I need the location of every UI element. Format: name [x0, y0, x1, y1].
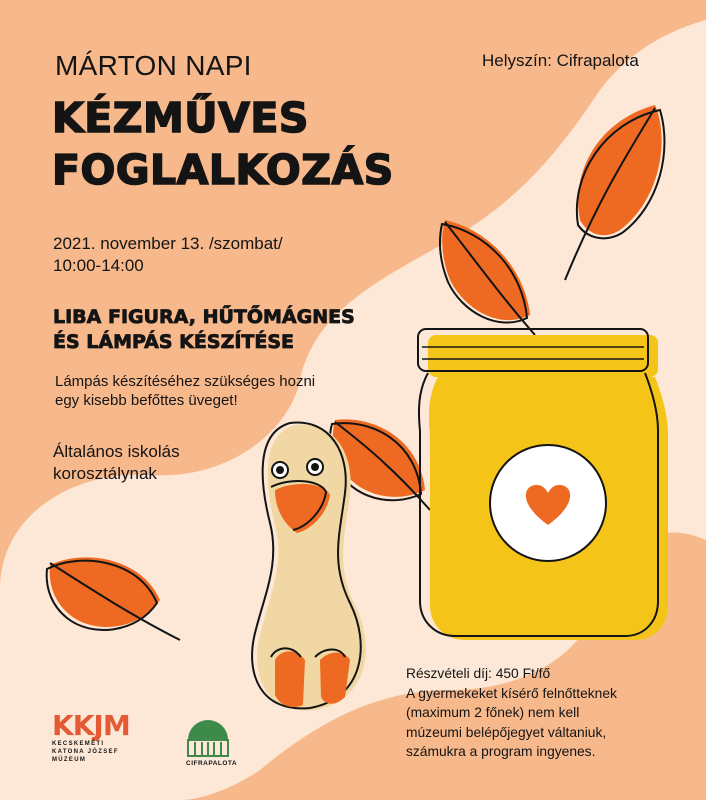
kkjm-line: KECSKEMÉTI	[52, 741, 105, 747]
note-line: egy kisebb befőttes üveget!	[55, 392, 238, 409]
title-line: FOGLALKOZÁS	[52, 146, 394, 194]
page-title	[52, 92, 394, 196]
fee-info	[406, 664, 617, 762]
fee-line: számukra a program ingyenes.	[406, 744, 596, 760]
fee-line: (maximum 2 főnek) nem kell	[406, 705, 580, 721]
audience-line: korosztálynak	[53, 464, 157, 483]
cifrapalota-name: CIFRAPALOTA	[186, 760, 238, 767]
leaf-icon	[560, 100, 680, 290]
note-line: Lámpás készítéséhez szükséges hozni	[55, 373, 316, 390]
time-line: 10:00-14:00	[53, 256, 144, 275]
leaf-icon	[430, 210, 540, 340]
activity-line: LIBA FIGURA, HŰTŐMÁGNES	[53, 306, 355, 328]
leaf-icon	[40, 545, 190, 645]
jar-illustration	[410, 325, 670, 665]
event-overline: MÁRTON NAPI	[55, 50, 252, 81]
audience-line: Általános iskolás	[53, 442, 180, 461]
venue-label: Helyszín: Cifrapalota	[482, 51, 639, 70]
cifrapalota-logo-icon	[186, 718, 230, 758]
kkjm-logo	[52, 709, 130, 764]
kkjm-line: MÚZEUM	[52, 757, 87, 763]
activity-heading	[53, 305, 355, 355]
title-line: KÉZMŰVES	[52, 94, 309, 142]
fee-line: Részvételi díj: 450 Ft/fő	[406, 666, 551, 681]
goose-illustration	[235, 415, 395, 725]
date-line: 2021. november 13. /szombat/	[53, 234, 283, 253]
activity-line: ÉS LÁMPÁS KÉSZÍTÉSE	[53, 331, 295, 353]
lantern-note	[55, 372, 315, 410]
kkjm-mark: KKJM	[52, 709, 130, 742]
kkjm-line: KATONA JÓZSEF	[52, 749, 119, 755]
audience-text	[53, 441, 180, 485]
fee-line: A gyermekeket kísérő felnőtteknek	[406, 685, 617, 701]
event-date	[53, 233, 283, 277]
fee-line: múzeumi belépőjegyet váltaniuk,	[406, 724, 607, 740]
